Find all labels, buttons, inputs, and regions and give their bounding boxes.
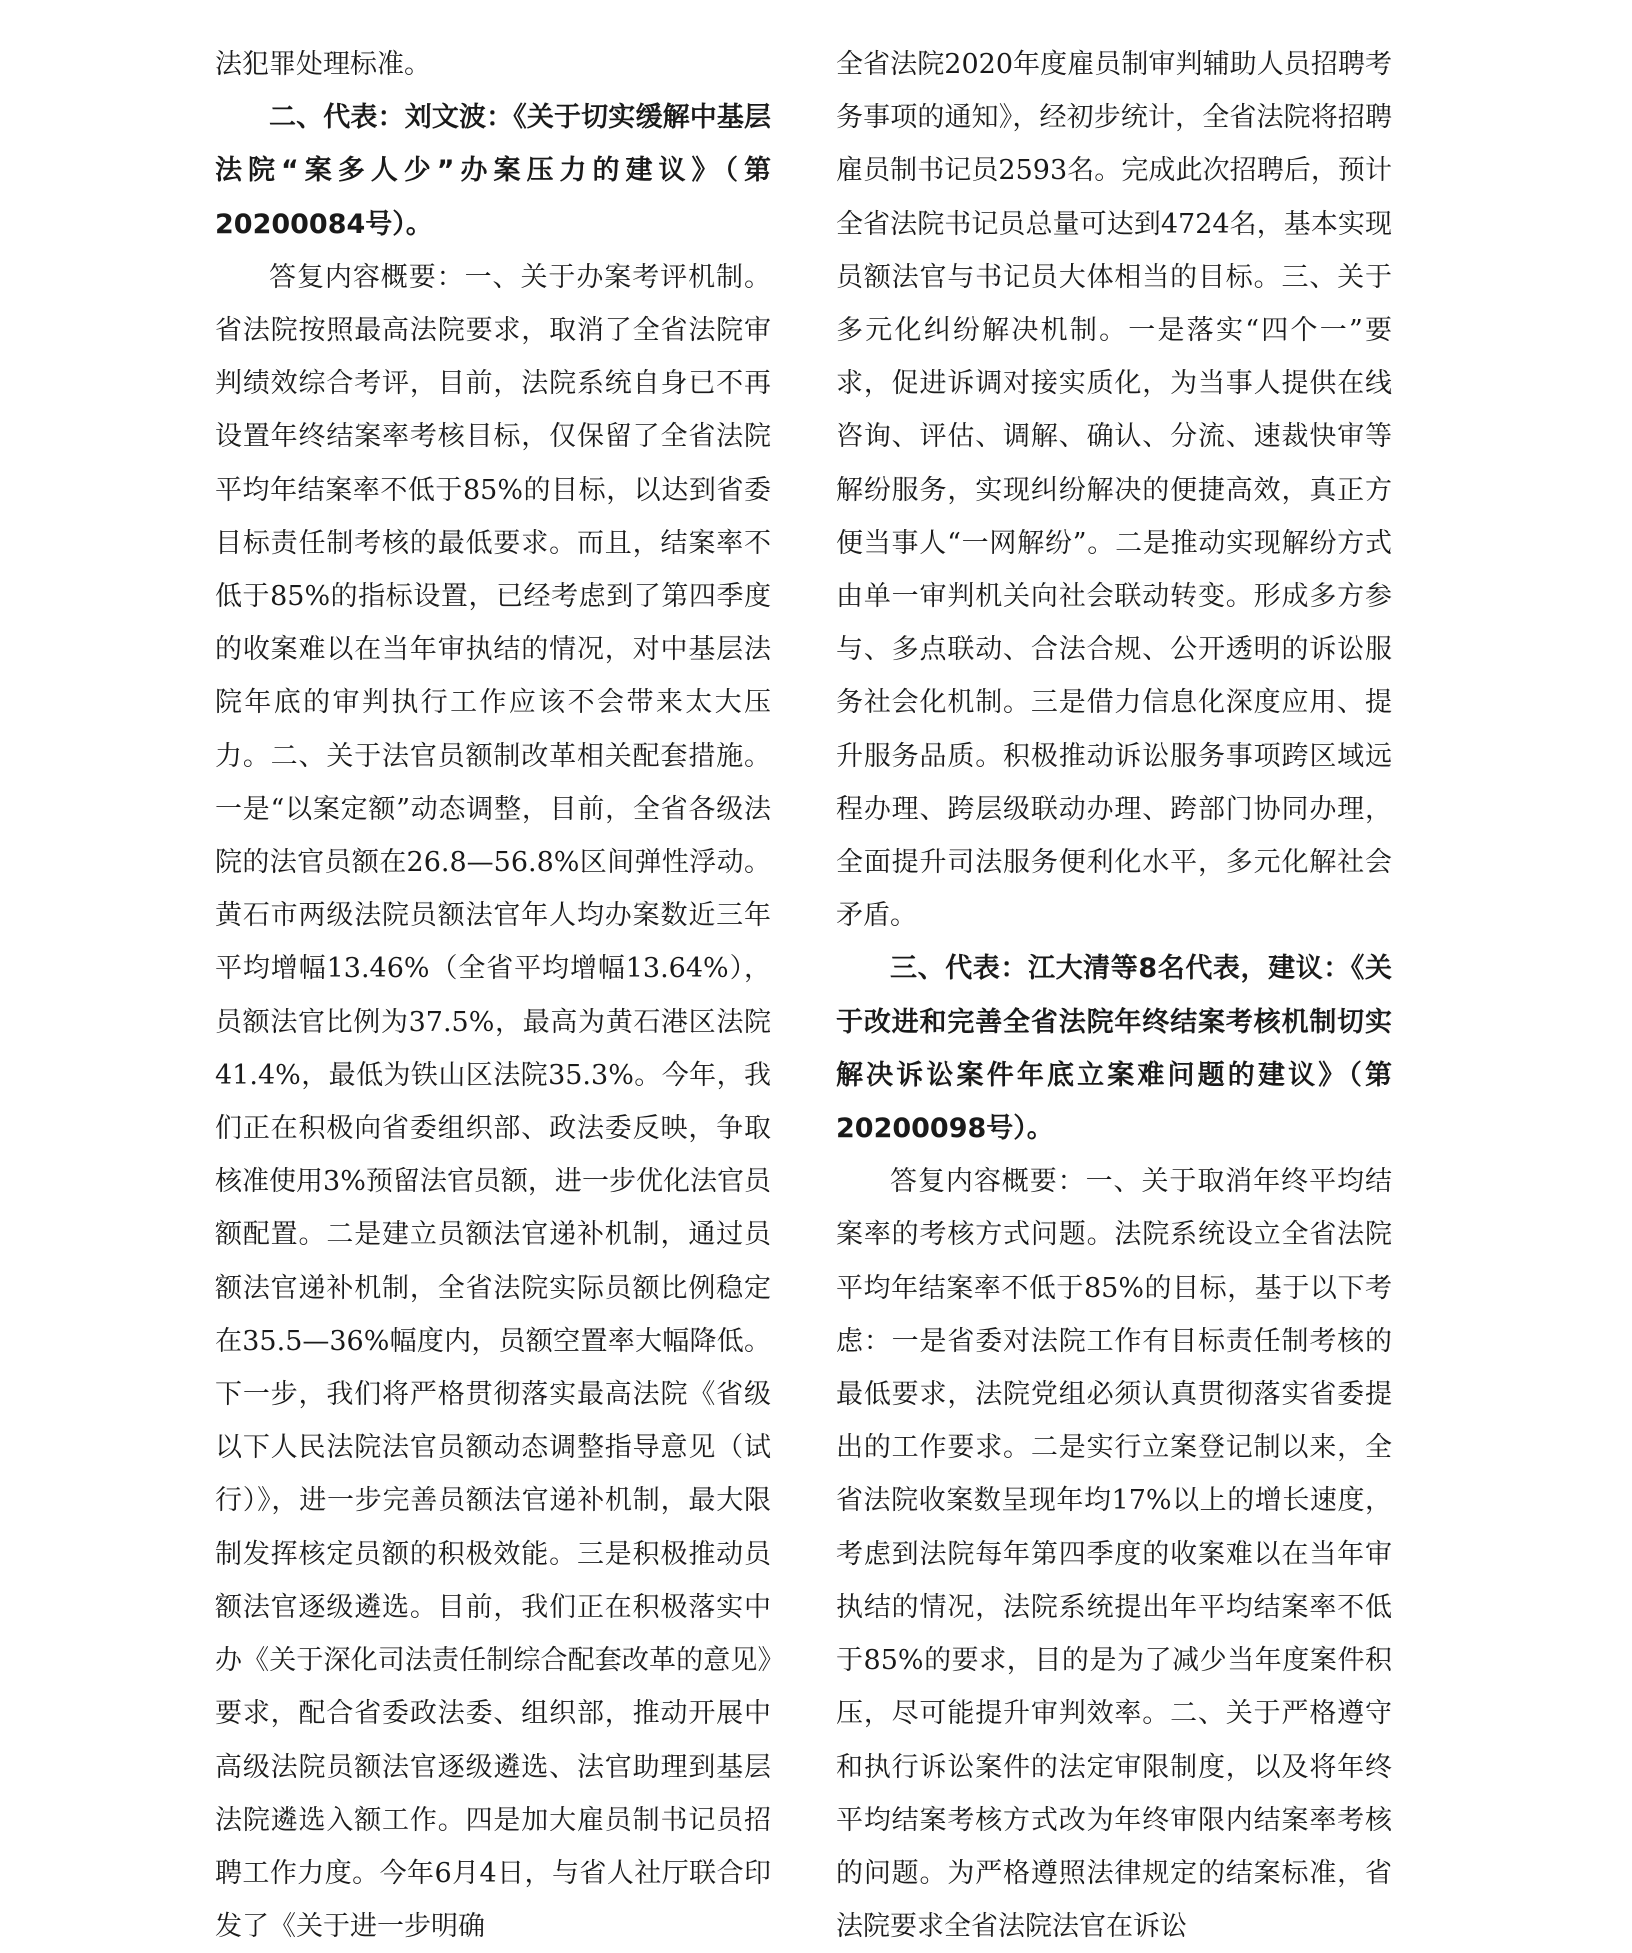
paragraph-continuation: 法犯罪处理标准。 — [215, 49, 431, 80]
reply-summary-paragraph: 答复内容概要：一、关于取消年终平均结案率的考核方式问题。法院系统设立全省法院平均年结案率不低于85%的目标，基于以下考虑：一是省委对法院工作有目标责任制考核的最低要求，法院党组必须认真贯彻落实省委提出的工作要求。二是实行立案登记制以来，全省法院收案数呈现年均17%以上的增长速度，考虑到法院每年第四季度的收案难以在当年审执结的情况，法院系统提出年平均结案率不低于85%的要求，目的是为了减少当年度案件积压，尽可能提升审判效率。二、关于严格遵守和执行诉讼案件的法定审限制度，以及将年终平均结案考核方式改为年终审限内结案率考核的问题。为严格遵照法律规定的结案标准，省法院要求全省法院法官在诉讼 — [836, 1166, 1392, 1943]
right-column — [836, 38, 1392, 1953]
section-heading-three: 三、代表：江大清等8名代表，建议：《关于改进和完善全省法院年终结案考核机制切实解决诉讼案件年底立案难问题的建议》（第20200098号）。 — [836, 953, 1392, 1145]
section-heading-two: 二、代表：刘文波：《关于切实缓解中基层法院“案多人少”办案压力的建议》（第20200084号）。 — [215, 102, 771, 240]
paragraph-continuation: 全省法院2020年度雇员制审判辅助人员招聘考务事项的通知》，经初步统计，全省法院将招聘雇员制书记员2593名。完成此次招聘后，预计全省法院书记员总量可达到4724名，基本实现员额法官与书记员大体相当的目标。三、关于多元化纠纷解决机制。一是落实“四个一”要求，促进诉调对接实质化，为当事人提供在线咨询、评估、调解、确认、分流、速裁快审等解纷服务，实现纠纷解决的便捷高效，真正方便当事人“一网解纷”。二是推动实现解纷方式由单一审判机关向社会联动转变。形成多方参与、多点联动、合法合规、公开透明的诉讼服务社会化机制。三是借力信息化深度应用、提升服务品质。积极推动诉讼服务事项跨区域远程办理、跨层级联动办理、跨部门协同办理，全面提升司法服务便利化水平，多元化解社会矛盾。 — [836, 49, 1392, 932]
left-column — [215, 38, 771, 1953]
reply-summary-paragraph: 答复内容概要：一、关于办案考评机制。省法院按照最高法院要求，取消了全省法院审判绩效综合考评，目前，法院系统自身已不再设置年终结案率考核目标，仅保留了全省法院平均年结案率不低于85%的目标，以达到省委目标责任制考核的最低要求。而且，结案率不低于85%的指标设置，已经考虑到了第四季度的收案难以在当年审执结的情况，对中基层法院年底的审判执行工作应该不会带来太大压力。二、关于法官员额制改革相关配套措施。一是“以案定额”动态调整，目前，全省各级法院的法官员额在26.8—56.8%区间弹性浮动。黄石市两级法院员额法官年人均办案数近三年平均增幅13.46%（全省平均增幅13.64%），员额法官比例为37.5%，最高为黄石港区法院41.4%，最低为铁山区法院35.3%。今年，我们正在积极向省委组织部、政法委反映，争取核准使用3%预留法官员额，进一步优化法官员额配置。二是建立员额法官递补机制，通过员额法官递补机制，全省法院实际员额比例稳定在35.5—36%幅度内，员额空置率大幅降低。下一步，我们将严格贯彻落实最高法院《省级以下人民法院法官员额动态调整指导意见（试行）》，进一步完善员额法官递补机制，最大限制发挥核定员额的积极效能。三是积极推动员额法官逐级遴选。目前，我们正在积极落实中办《关于深化司法责任制综合配套改革的意见》要求，配合省委政法委、组织部，推动开展中高级法院员额法官逐级遴选、法官助理到基层法院遴选入额工作。四是加大雇员制书记员招聘工作力度。今年6月4日，与省人社厅联合印发了《关于进一步明确 — [215, 261, 771, 1943]
